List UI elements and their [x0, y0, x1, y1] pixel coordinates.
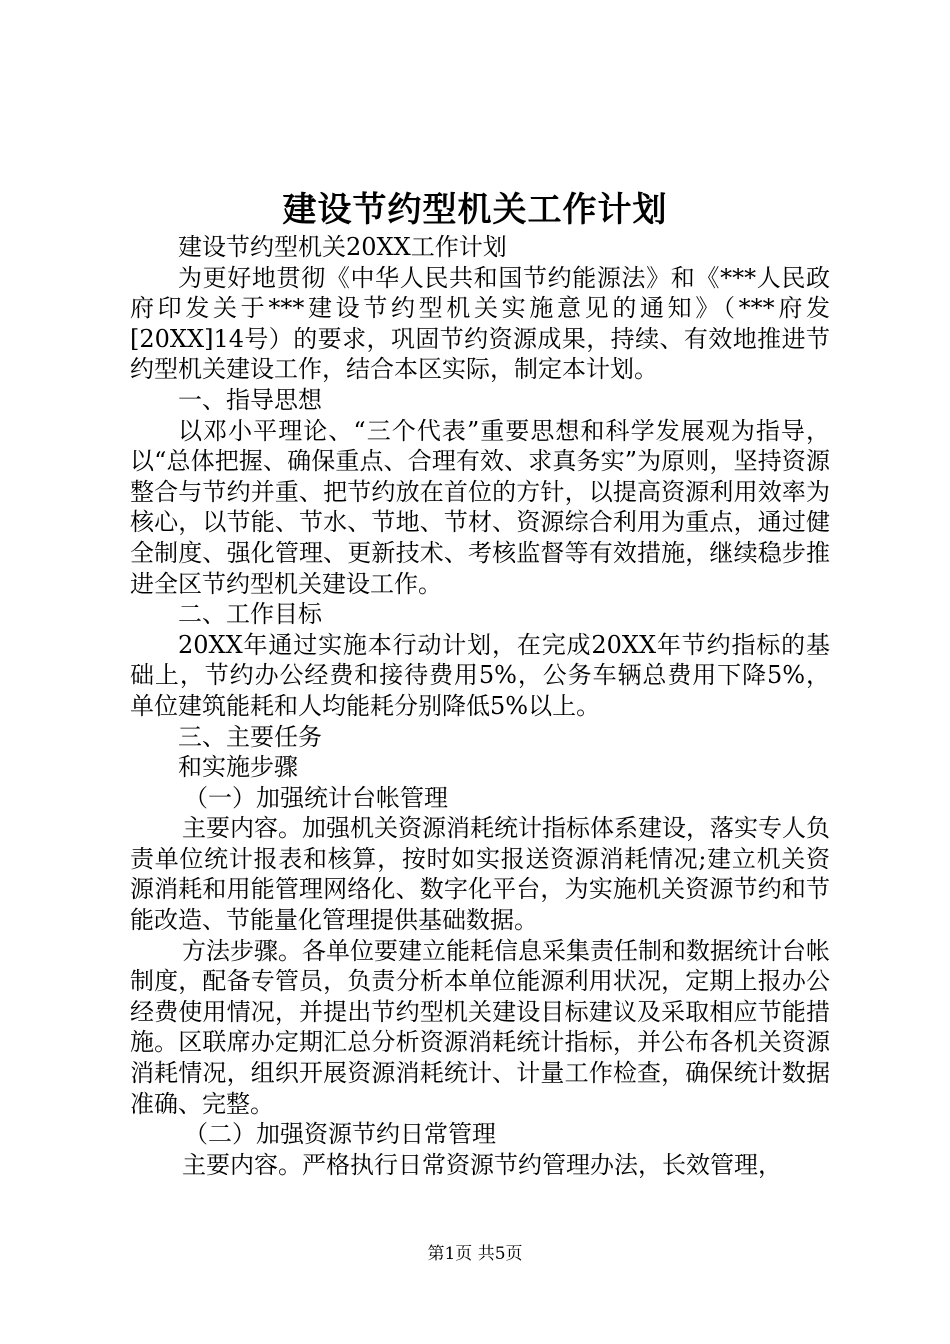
plan-subtitle: 建设节约型机关20XX工作计划: [178, 233, 507, 261]
intro-paragraph: 为更好地贯彻《中华人民共和国节约能源法》和《***人民政府印发关于***建设节约型机关实施意见的通知》（***府发[20XX]14号）的要求，巩固节约资源成果，持续、有效地推进节约型机关建设工作，结合本区实际，制定本计划。: [130, 263, 830, 384]
section-heading-guiding-ideology: 一、指导思想: [178, 385, 322, 414]
guiding-ideology-paragraph: 以邓小平理论、“三个代表”重要思想和科学发展观为指导，以“总体把握、确保重点、合理有效、求真务实”为原则，坚持资源整合与节约并重、把节约放在首位的方针，以提高资源利用效率为核心，以节能、节水、节地、节材、资源综合利用为重点，通过健全制度、强化管理、更新技术、考核监督等有效措施，继续稳步推进全区节约型机关建设工作。: [130, 416, 830, 598]
statistics-content-paragraph: 主要内容。加强机关资源消耗统计指标体系建设，落实专人负责单位统计报表和核算，按时如实报送资源消耗情况;建立机关资源消耗和用能管理网络化、数字化平台，为实施机关资源节约和节能改造、节能量化管理提供基础数据。: [130, 814, 830, 935]
subsection-heading-statistics: （一）加强统计台帐管理: [184, 783, 448, 812]
subsection-heading-daily-management: （二）加强资源节约日常管理: [184, 1120, 496, 1149]
daily-management-content-paragraph: 主要内容。严格执行日常资源节约管理办法，长效管理，: [182, 1150, 782, 1179]
statistics-method-paragraph: 方法步骤。各单位要建立能耗信息采集责任制和数据统计台帐制度，配备专管员，负责分析本单位能源利用状况，定期上报办公经费使用情况，并提出节约型机关建设目标建议及采取相应节能措施。区联席办定期汇总分析资源消耗统计指标，并公布各机关资源消耗情况，组织开展资源消耗统计、计量工作检查，确保统计数据准确、完整。: [130, 936, 830, 1118]
section-heading-main-tasks-continued: 和实施步骤: [178, 753, 298, 782]
document-body: [130, 232, 830, 1180]
work-goals-paragraph: 20XX年通过实施本行动计划，在完成20XX年节约指标的基础上，节约办公经费和接待费用5%，公务车辆总费用下降5%，单位建筑能耗和人均能耗分别降低5%以上。: [130, 630, 830, 720]
page-footer: 第1页 共5页: [427, 1244, 523, 1264]
document-title: 建设节约型机关工作计划: [282, 190, 668, 230]
section-heading-main-tasks: 三、主要任务: [178, 722, 322, 751]
section-heading-work-goals: 二、工作目标: [178, 600, 322, 629]
